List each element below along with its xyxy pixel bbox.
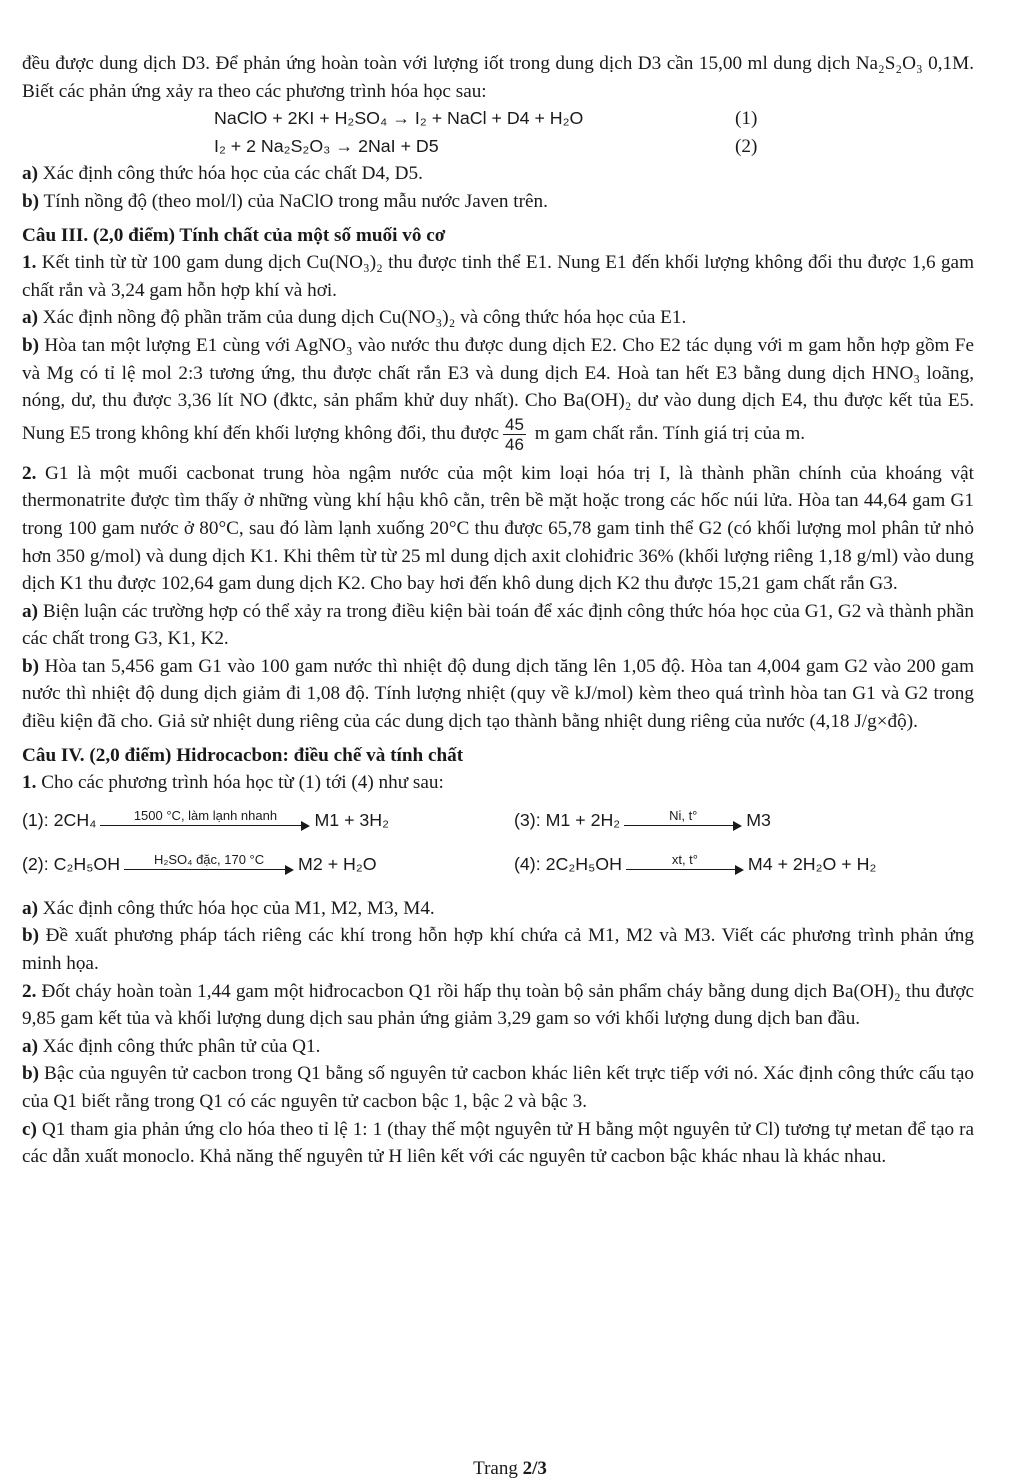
reaction-1 bbox=[22, 807, 389, 835]
s3-q1a-text: Xác định nồng độ phần trăm của dung dịch Cu(NO₃)₂ và công thức hóa học của E1. bbox=[37, 307, 687, 329]
reaction-2-condition: H₂SO₄ đặc, 170 °C bbox=[153, 852, 265, 868]
page-number: 2/3 bbox=[522, 1458, 547, 1479]
question-b bbox=[22, 188, 974, 216]
reaction-4-condition: xt, t° bbox=[671, 852, 698, 868]
page-content bbox=[22, 50, 974, 1171]
s4-question-2c bbox=[22, 1116, 974, 1171]
equation-2 bbox=[22, 133, 974, 161]
s3-q2a-text: Biện luận các trường hợp có thể xảy ra trong điều kiện bài toán để xác định công thức hóa học của G1, G2 và thành phần các chất trong G3, K1, K2. bbox=[22, 600, 974, 650]
s4-question-1 bbox=[22, 769, 974, 797]
equation-2-number: (2) bbox=[735, 135, 758, 157]
s3-q2-label: 2. bbox=[22, 462, 37, 484]
s4-q2b-text: Bậc của nguyên tử cacbon trong Q1 bằng số nguyên tử cacbon khác liên kết trực tiếp với nó. Xác định công thức cấu tạo của Q1 biết rằng trong Q1 có các nguyên tử cacbon bậc 1, bậc 2 và bậc 3. bbox=[22, 1063, 974, 1112]
s4-q2-label: 2. bbox=[22, 980, 37, 1002]
reaction-2-product: M2 + H₂O bbox=[298, 853, 377, 874]
reaction-1-condition: 1500 °C, làm lạnh nhanh bbox=[133, 808, 278, 824]
s3-question-2 bbox=[22, 460, 974, 598]
s4-q2b-label: b) bbox=[22, 1063, 40, 1085]
s3-q1b-text: Hòa tan một lượng E1 cùng với AgNO₃ vào nước thu được dung dịch E2. Cho E2 tác dụng với m gam hỗn hợp gồm Fe và Mg có tỉ lệ mol 2:3 tương ứng, thu được chất rắn E3 và dung dịch E4. Hoà tan hết E3 bằng dung dịch HNO₃ loãng, nóng, dư, thu được 3,36 lít NO (đktc, sản phẩm khử duy nhất). Cho Ba(OH)₂ dư vào dung dịch E4, thu được kết tủa E5. Nung E5 trong không khí đến khối lượng không đổi, thu được bbox=[22, 334, 974, 444]
reaction-1-reactant: (1): 2CH₄ bbox=[22, 809, 97, 830]
s3-q1-label: 1. bbox=[22, 252, 37, 274]
s3-q1-text: Kết tinh từ từ 100 gam dung dịch Cu(NO₃)₂ thu được tinh thể E1. Nung E1 đến khối lượng không đổi thu được 1,6 gam chất rắn và 3,24 gam hỗn hợp khí và hơi. bbox=[22, 252, 974, 301]
s4-question-1a bbox=[22, 895, 974, 923]
question-a bbox=[22, 160, 974, 188]
reaction-3-product: M3 bbox=[746, 809, 771, 830]
s4-question-2 bbox=[22, 978, 974, 1033]
s3-q1b-end: m gam chất rắn. Tính giá trị của m. bbox=[529, 422, 806, 444]
s3-q2b-label: b) bbox=[22, 655, 40, 677]
reaction-2-arrow bbox=[124, 852, 294, 878]
s3-q1a-label: a) bbox=[22, 307, 38, 329]
reaction-2-reactant: (2): C₂H₅OH bbox=[22, 853, 121, 874]
reaction-4-arrow bbox=[626, 852, 744, 878]
reaction-row-2 bbox=[22, 851, 974, 895]
s4-q1b-text: Đề xuất phương pháp tách riêng các khí trong hỗn hợp khí chứa cả M1, M2 và M3. Viết các phương trình phản ứng minh họa. bbox=[22, 925, 974, 975]
s3-q2-text: G1 là một muối cacbonat trung hòa ngậm nước của một kim loại hóa trị I, là thành phần chính của khoáng vật thermonatrite được tìm thấy ở những vùng khí hậu khô cằn, trên bề mặt hoặc trong các hốc núi lửa. Hòa tan 44,64 gam G1 trong 100 gam nước ở 80°C, sau đó làm lạnh xuống 20°C thu được 65,78 gam tinh thể G2 (có khối lượng mol phân tử nhỏ hơn 350 g/mol) và dung dịch K1. Khi thêm từ từ 25 ml dung dịch axit clohiđric 36% (khối lượng riêng 1,18 g/ml) vào dung dịch K1 thu được 102,64 gam dung dịch K2. Cho bay hơi đến khô dung dịch K2 thu được 15,21 gam chất rắn G3. bbox=[22, 462, 974, 595]
question-a-text: Xác định công thức hóa học của các chất D4, D5. bbox=[37, 163, 423, 185]
s3-question-2a bbox=[22, 598, 974, 653]
fraction-numerator: 45 bbox=[505, 414, 524, 434]
s4-q1-text: Cho các phương trình hóa học từ (1) tới (4) như sau: bbox=[36, 772, 444, 794]
reaction-3-condition: Ni, t° bbox=[669, 808, 698, 824]
equation-1-text: NaClO + 2KI + H₂SO₄ → I₂ + NaCl + D4 + H₂O bbox=[214, 108, 584, 129]
reaction-3 bbox=[514, 807, 771, 835]
reaction-4 bbox=[514, 851, 876, 879]
reaction-4-product: M4 + 2H₂O + H₂ bbox=[747, 853, 877, 874]
section-4-title: Câu IV. (2,0 điểm) Hidrocacbon: điều chế và tính chất bbox=[22, 744, 464, 766]
s4-q1b-label: b) bbox=[22, 925, 40, 947]
s4-q1a-text: Xác định công thức hóa học của M1, M2, M3, M4. bbox=[37, 897, 435, 919]
reaction-row-1 bbox=[22, 807, 974, 851]
s4-q2-text: Đốt cháy hoàn toàn 1,44 gam một hiđrocacbon Q1 rồi hấp thụ toàn bộ sản phẩm cháy bằng dung dịch Ba(OH)₂ thu được 9,85 gam kết tủa và khối lượng dung dịch sau phản ứng giảm 3,29 gam so với khối lượng dung dịch ban đầu. bbox=[22, 980, 974, 1030]
s4-question-1b bbox=[22, 922, 974, 977]
equation-1-number: (1) bbox=[735, 108, 758, 130]
question-b-text: Tính nồng độ (theo mol/l) của NaClO trong mẫu nước Javen trên. bbox=[39, 190, 548, 212]
s3-q2a-label: a) bbox=[22, 600, 38, 622]
reaction-3-arrow bbox=[624, 808, 742, 834]
s4-q2c-text: Q1 tham gia phản ứng clo hóa theo tỉ lệ 1: 1 (thay thế một nguyên tử H bằng một nguyên tử Cl) tương tự metan để tạo ra các dẫn xuất monoclo. Khả năng thế nguyên tử H liên kết với các nguyên tử cacbon bậc khác nhau là khác nhau. bbox=[22, 1118, 974, 1168]
s4-q2c-label: c) bbox=[22, 1118, 37, 1140]
equation-2-text: I₂ + 2 Na₂S₂O₃ → 2NaI + D5 bbox=[214, 135, 439, 156]
reaction-3-reactant: (3): M1 + 2H₂ bbox=[514, 809, 621, 830]
s4-question-2b bbox=[22, 1060, 974, 1115]
s3-question-2b bbox=[22, 653, 974, 736]
page-footer bbox=[0, 1458, 1020, 1480]
section-3-title: Câu III. (2,0 điểm) Tính chất của một số muối vô cơ bbox=[22, 224, 446, 246]
question-b-label: b) bbox=[22, 190, 40, 212]
equation-1 bbox=[22, 105, 974, 133]
s3-question-1b bbox=[22, 332, 974, 454]
s4-q1-label: 1. bbox=[22, 772, 37, 794]
fraction-denominator: 46 bbox=[505, 434, 524, 454]
page-label: Trang bbox=[473, 1458, 523, 1479]
reaction-1-product: M1 + 3H₂ bbox=[314, 809, 390, 830]
s4-q1a-label: a) bbox=[22, 897, 38, 919]
s3-q1b-label: b) bbox=[22, 334, 40, 356]
s4-q2a-text: Xác định công thức phân tử của Q1. bbox=[37, 1035, 321, 1057]
s3-question-1 bbox=[22, 249, 974, 304]
s3-q2b-text: Hòa tan 5,456 gam G1 vào 100 gam nước thì nhiệt độ dung dịch tăng lên 1,05 độ. Hòa tan 4,004 gam G2 vào 200 gam nước thì nhiệt độ dung dịch giảm đi 1,08 độ. Tính lượng nhiệt (quy về kJ/mol) kèm theo quá trình hòa tan G1 và G2 trong điều kiện đã cho. Giả sử nhiệt dung riêng của các dung dịch tạo thành bằng nhiệt dung riêng của nước (4,18 J/g×độ). bbox=[22, 655, 974, 733]
intro-paragraph: đều được dung dịch D3. Để phản ứng hoàn toàn với lượng iốt trong dung dịch D3 cần 15,00 ml dung dịch Na₂S₂O₃ 0,1M. Biết các phản ứng xảy ra theo các phương trình hóa học sau: bbox=[22, 53, 974, 102]
fraction bbox=[503, 415, 526, 454]
s4-question-2a bbox=[22, 1033, 974, 1061]
reaction-2 bbox=[22, 851, 377, 879]
reaction-4-reactant: (4): 2C₂H₅OH bbox=[514, 853, 622, 874]
question-a-label: a) bbox=[22, 163, 38, 185]
reaction-1-arrow bbox=[100, 808, 310, 834]
s3-question-1a bbox=[22, 304, 974, 332]
s4-q2a-label: a) bbox=[22, 1035, 38, 1057]
